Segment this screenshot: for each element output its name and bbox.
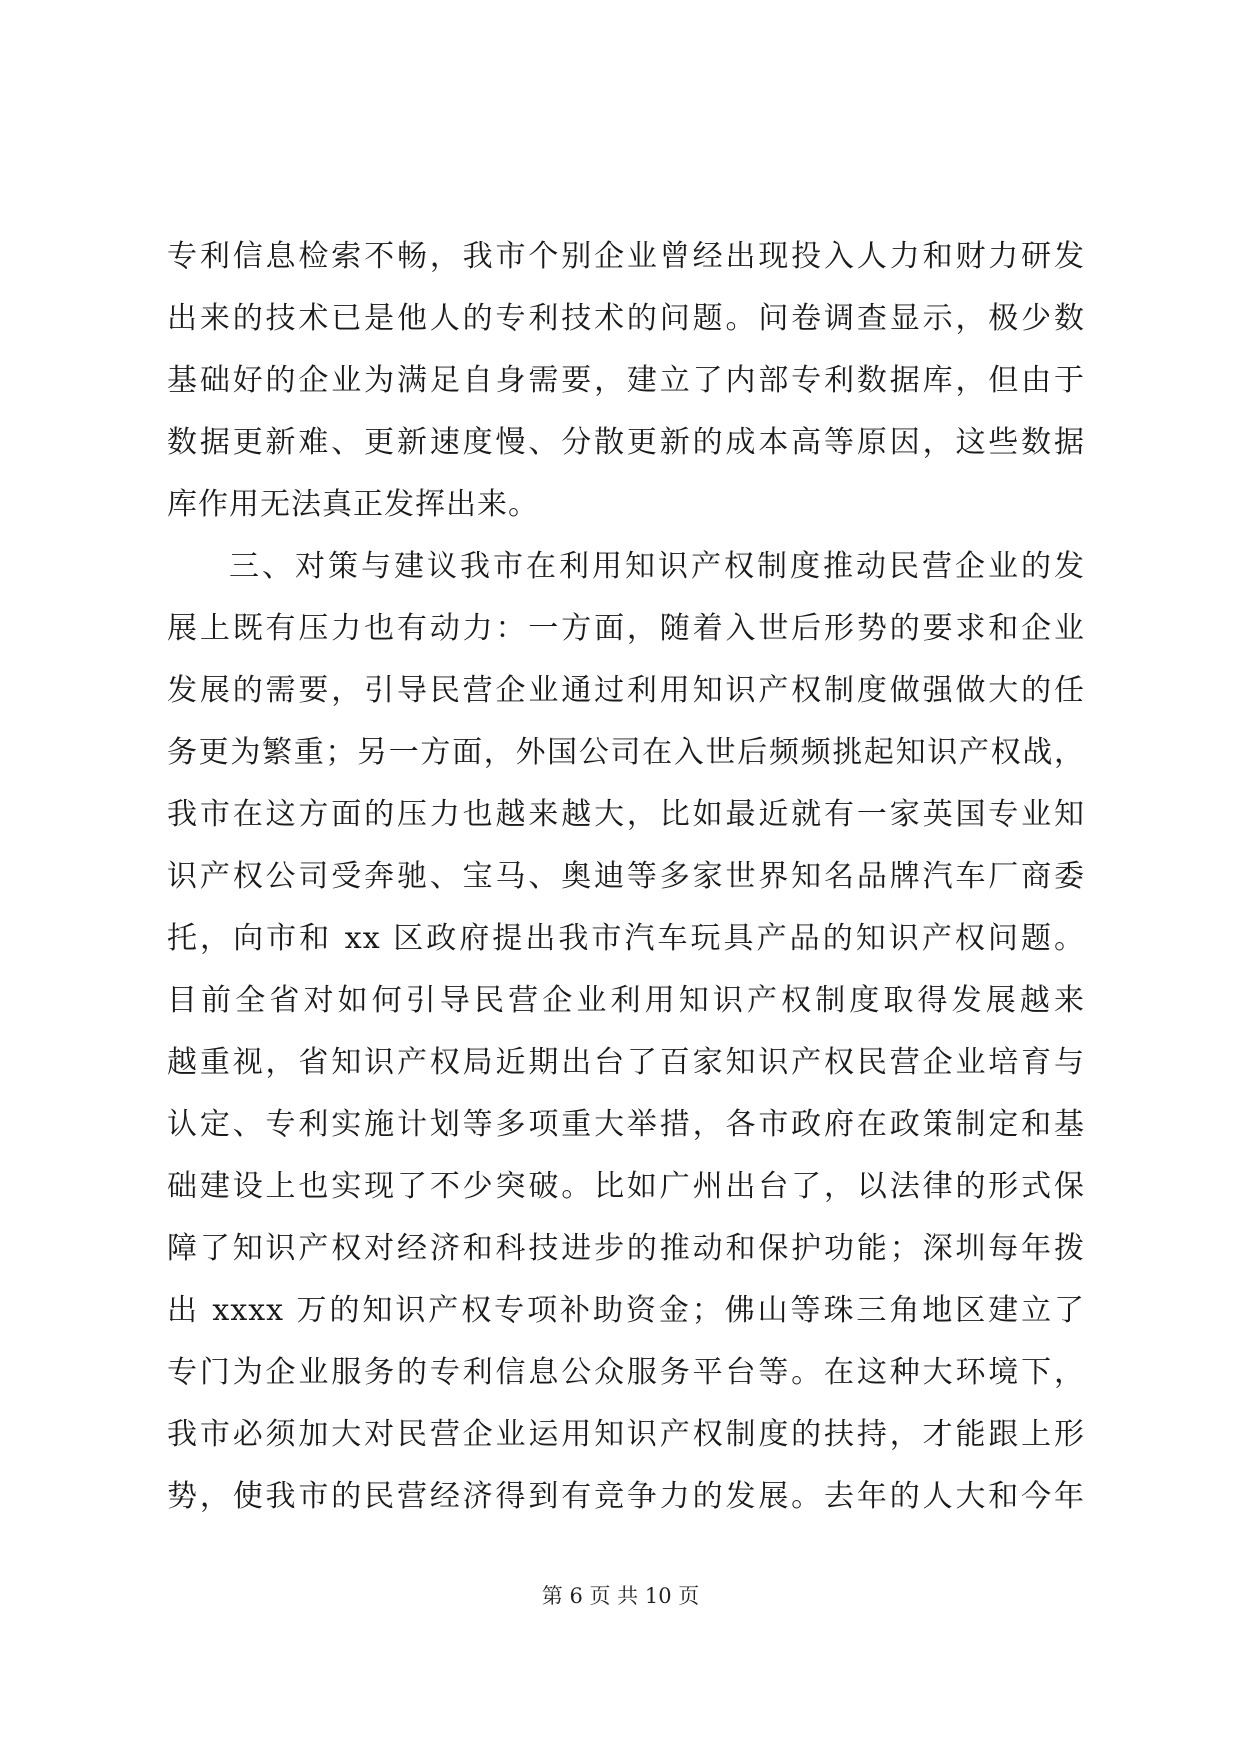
body-text (167, 226, 1085, 1528)
text-line: 础建设上也实现了不少突破。比如广州出台了，以法律的形式保 (167, 1169, 1085, 1204)
text-line: 务更为繁重；另一方面，外国公司在入世后频频挑起知识产权战， (167, 735, 1085, 770)
text-line: 库作用无法真正发挥出来。 (167, 487, 539, 522)
text-line: 我市在这方面的压力也越来越大，比如最近就有一家英国专业知 (167, 797, 1085, 832)
text-line: 识产权公司受奔驰、宝马、奥迪等多家世界知名品牌汽车厂商委 (167, 859, 1085, 894)
text-line: 势，使我市的民营经济得到有竞争力的发展。去年的人大和今年 (167, 1479, 1085, 1514)
text-line: 越重视，省知识产权局近期出台了百家知识产权民营企业培育与 (167, 1045, 1085, 1080)
text-line: 目前全省对如何引导民营企业利用知识产权制度取得发展越来 (167, 983, 1085, 1018)
text-line: 专门为企业服务的专利信息公众服务平台等。在这种大环境下， (167, 1355, 1085, 1390)
text-line: 出来的技术已是他人的专利技术的问题。问卷调查显示，极少数 (167, 301, 1085, 336)
text-line: 障了知识产权对经济和科技进步的推动和保护功能；深圳每年拨 (167, 1231, 1085, 1266)
text-line: 我市必须加大对民营企业运用知识产权制度的扶持，才能跟上形 (167, 1417, 1085, 1452)
text-line: 数据更新难、更新速度慢、分散更新的成本高等原因，这些数据 (167, 425, 1085, 460)
text-line: 发展的需要，引导民营企业通过利用知识产权制度做强做大的任 (167, 673, 1085, 708)
text-line: 认定、专利实施计划等多项重大举措，各市政府在政策制定和基 (167, 1107, 1085, 1142)
text-line: 专利信息检索不畅，我市个别企业曾经出现投入人力和财力研发 (167, 239, 1085, 274)
text-line: 出 xxxx 万的知识产权专项补助资金；佛山等珠三角地区建立了 (167, 1293, 1085, 1328)
section-heading-line: 三、对策与建议我市在利用知识产权制度推动民营企业的发 (229, 549, 1085, 584)
text-line: 展上既有压力也有动力：一方面，随着入世后形势的要求和企业 (167, 611, 1085, 646)
page-number-footer: 第 6 页 共 10 页 (541, 1584, 700, 1608)
text-line: 基础好的企业为满足自身需要，建立了内部专利数据库，但由于 (167, 363, 1085, 398)
text-line: 托，向市和 xx 区政府提出我市汽车玩具产品的知识产权问题。 (167, 921, 1085, 956)
